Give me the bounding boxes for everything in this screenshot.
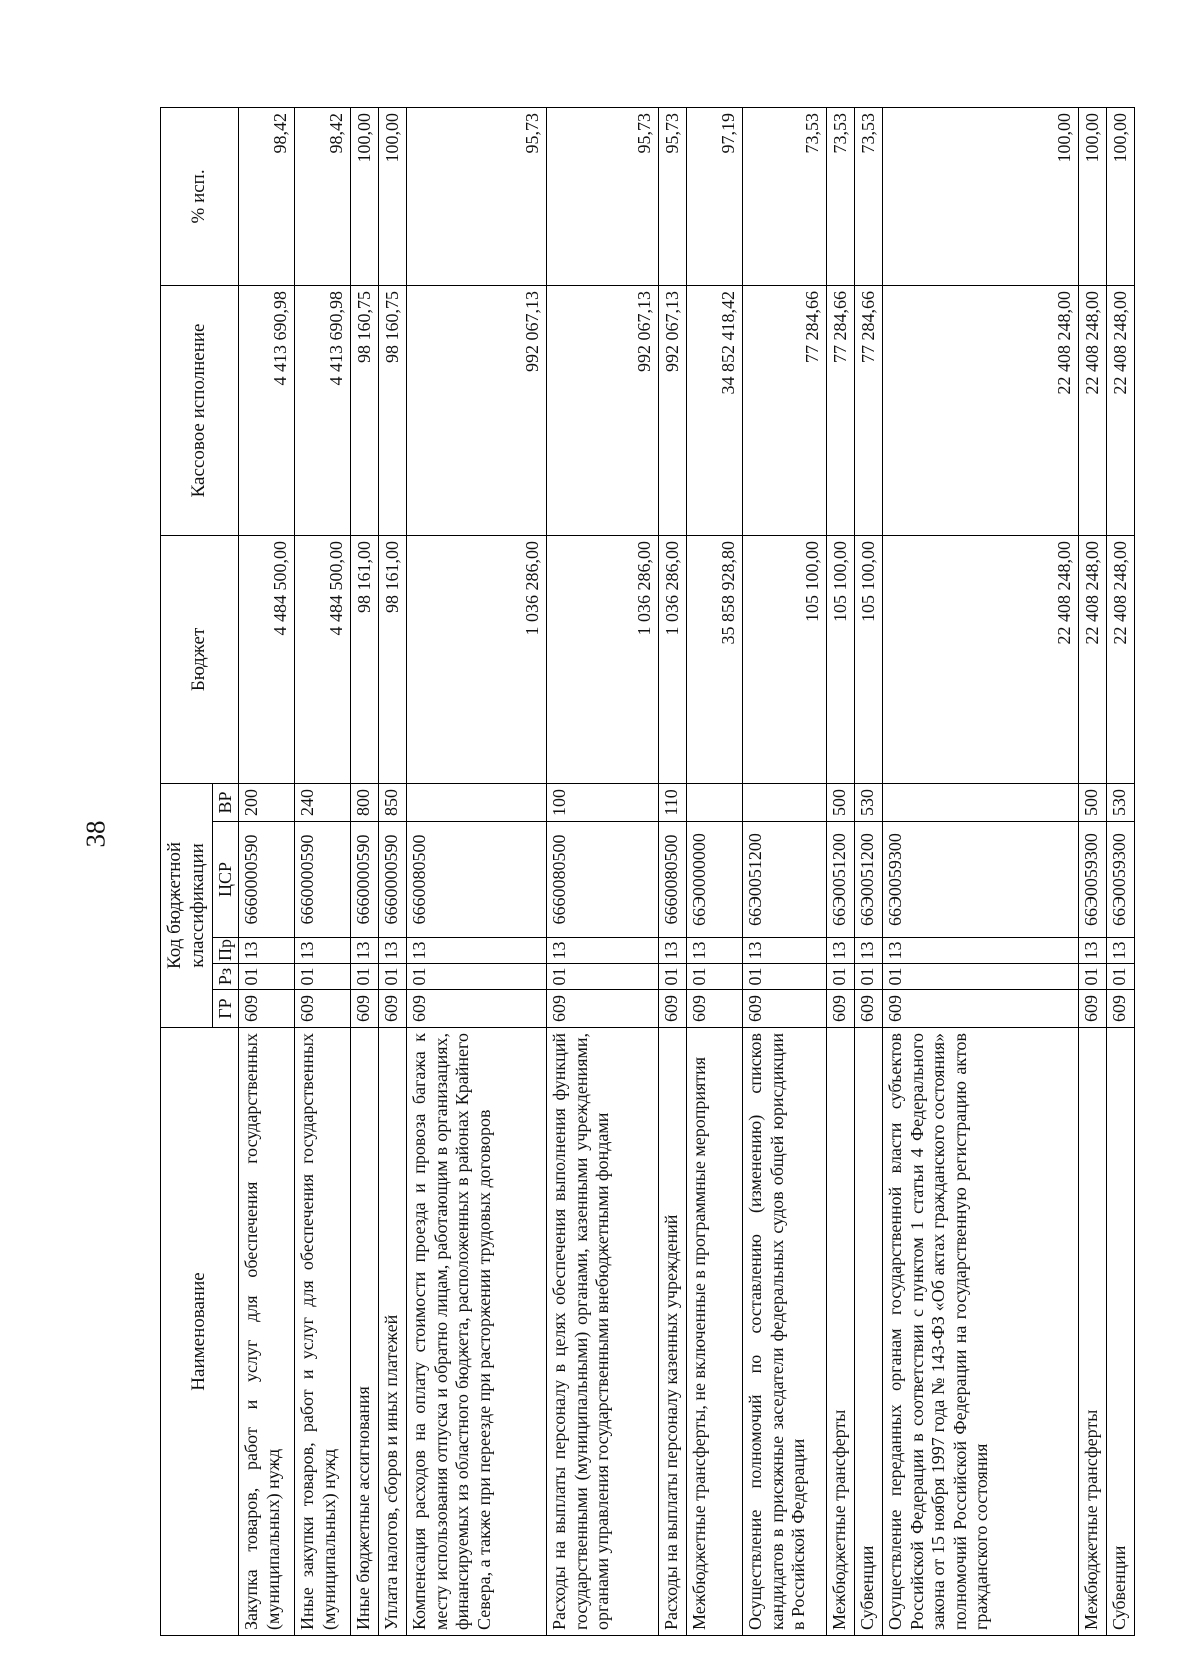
row-gr: 609 — [743, 990, 827, 1028]
row-name: Субвенции — [855, 1028, 883, 1636]
row-rz: 01 — [855, 964, 883, 990]
row-rz: 01 — [743, 964, 827, 990]
row-budget: 35 858 928,80 — [687, 535, 743, 783]
row-budget: 22 408 248,00 — [883, 535, 1079, 783]
table-row — [659, 107, 687, 1635]
row-csr: 6660000590 — [295, 822, 351, 938]
row-name: Субвенции — [1107, 1028, 1135, 1636]
row-name: Иные закупки товаров, работ и услуг для обеспечения государственных (муниципальных) нужд — [295, 1028, 351, 1636]
row-name: Межбюджетные трансферты — [827, 1028, 855, 1636]
row-pr: 13 — [407, 938, 547, 964]
row-name: Межбюджетные трансферты — [1079, 1028, 1107, 1636]
row-gr: 609 — [883, 990, 1079, 1028]
row-pr: 13 — [1107, 938, 1135, 964]
header-code-group: Код бюджетной классификации — [161, 783, 213, 1027]
row-budget: 1 036 286,00 — [659, 535, 687, 783]
row-rz: 01 — [1107, 964, 1135, 990]
row-vr — [687, 783, 743, 821]
page-number: 38 — [80, 820, 111, 848]
header-pct: % исп. — [161, 107, 239, 285]
row-cash: 77 284,66 — [855, 285, 883, 535]
row-rz: 01 — [827, 964, 855, 990]
row-csr: 66Э0000000 — [687, 822, 743, 938]
row-vr: 500 — [827, 783, 855, 821]
row-vr: 200 — [239, 783, 295, 821]
row-cash: 22 408 248,00 — [1107, 285, 1135, 535]
row-name: Закупка товаров, работ и услуг для обеспечения государственных (муниципальных) нужд — [239, 1028, 295, 1636]
row-csr: 6660080500 — [659, 822, 687, 938]
row-name: Осуществление переданных органам государственной власти субъектов Российской Федерации в соответствии с пунктом 1 статьи 4 Федерального закона от 15 ноября 1997 года № 143-ФЗ «Об актах гражданского состояния» полномочий Российской Федерации на государственную регистрацию актов гражданского состояния — [883, 1028, 1079, 1636]
row-pr: 13 — [379, 938, 407, 964]
row-pct: 100,00 — [1079, 107, 1107, 285]
row-vr: 110 — [659, 783, 687, 821]
header-cash: Кассовое исполнение — [161, 285, 239, 535]
row-cash: 77 284,66 — [827, 285, 855, 535]
row-budget: 4 484 500,00 — [295, 535, 351, 783]
row-gr: 609 — [1079, 990, 1107, 1028]
table-row — [351, 107, 379, 1635]
row-gr: 609 — [659, 990, 687, 1028]
row-cash: 4 413 690,98 — [239, 285, 295, 535]
header-vr: ВР — [213, 783, 239, 821]
header-gr: ГР — [213, 990, 239, 1028]
table-body — [239, 107, 1135, 1635]
row-budget: 22 408 248,00 — [1079, 535, 1107, 783]
row-gr: 609 — [407, 990, 547, 1028]
row-budget: 98 161,00 — [379, 535, 407, 783]
row-gr: 609 — [687, 990, 743, 1028]
header-rz: Рз — [213, 964, 239, 990]
row-pr: 13 — [743, 938, 827, 964]
table-row — [1079, 107, 1107, 1635]
row-rz: 01 — [379, 964, 407, 990]
row-pr: 13 — [351, 938, 379, 964]
table-row — [883, 107, 1079, 1635]
row-budget: 98 161,00 — [351, 535, 379, 783]
row-csr: 66Э0059300 — [1107, 822, 1135, 938]
row-gr: 609 — [295, 990, 351, 1028]
row-budget: 1 036 286,00 — [547, 535, 659, 783]
header-pr: Пр — [213, 938, 239, 964]
budget-table — [160, 107, 1135, 1636]
row-csr: 6660000590 — [239, 822, 295, 938]
row-vr: 530 — [1107, 783, 1135, 821]
row-cash: 4 413 690,98 — [295, 285, 351, 535]
row-rz: 01 — [1079, 964, 1107, 990]
row-cash: 98 160,75 — [379, 285, 407, 535]
row-gr: 609 — [1107, 990, 1135, 1028]
row-rz: 01 — [295, 964, 351, 990]
row-gr: 609 — [379, 990, 407, 1028]
row-vr: 800 — [351, 783, 379, 821]
row-pct: 73,53 — [827, 107, 855, 285]
table-row — [295, 107, 351, 1635]
row-vr — [407, 783, 547, 821]
row-name: Осуществление полномочий по составлению (изменению) списков кандидатов в присяжные заседатели федеральных судов общей юрисдикции в Российской Федерации — [743, 1028, 827, 1636]
row-gr: 609 — [827, 990, 855, 1028]
table-row — [407, 107, 547, 1635]
row-csr: 6660080500 — [407, 822, 547, 938]
row-budget: 22 408 248,00 — [1107, 535, 1135, 783]
table-header — [161, 107, 239, 1635]
row-rz: 01 — [883, 964, 1079, 990]
row-csr: 6660000590 — [351, 822, 379, 938]
row-pct: 97,19 — [687, 107, 743, 285]
row-cash: 992 067,13 — [659, 285, 687, 535]
row-budget: 4 484 500,00 — [239, 535, 295, 783]
row-pct: 100,00 — [883, 107, 1079, 285]
row-pr: 13 — [659, 938, 687, 964]
row-name: Межбюджетные трансферты, не включенные в программные мероприятия — [687, 1028, 743, 1636]
row-pct: 95,73 — [407, 107, 547, 285]
table-row — [827, 107, 855, 1635]
row-cash: 22 408 248,00 — [883, 285, 1079, 535]
row-budget: 105 100,00 — [855, 535, 883, 783]
table-row — [855, 107, 883, 1635]
row-gr: 609 — [239, 990, 295, 1028]
row-name: Расходы на выплаты персоналу казенных учреждений — [659, 1028, 687, 1636]
row-pct: 98,42 — [239, 107, 295, 285]
row-cash: 98 160,75 — [351, 285, 379, 535]
row-vr — [743, 783, 827, 821]
row-pct: 100,00 — [379, 107, 407, 285]
row-pr: 13 — [547, 938, 659, 964]
row-pct: 95,73 — [547, 107, 659, 285]
row-vr: 500 — [1079, 783, 1107, 821]
row-cash: 77 284,66 — [743, 285, 827, 535]
row-gr: 609 — [855, 990, 883, 1028]
row-csr: 66Э0059300 — [883, 822, 1079, 938]
row-cash: 992 067,13 — [407, 285, 547, 535]
row-name: Расходы на выплаты персоналу в целях обеспечения выполнения функций государственными (муниципальными) органами, казенными учреждениями, органами управления государственными внебюджетными фондами — [547, 1028, 659, 1636]
row-pct: 100,00 — [351, 107, 379, 285]
row-pct: 73,53 — [743, 107, 827, 285]
row-rz: 01 — [547, 964, 659, 990]
row-rz: 01 — [687, 964, 743, 990]
row-gr: 609 — [547, 990, 659, 1028]
table-row — [1107, 107, 1135, 1635]
row-pr: 13 — [827, 938, 855, 964]
row-pct: 73,53 — [855, 107, 883, 285]
header-name: Наименование — [161, 1028, 239, 1636]
row-pct: 95,73 — [659, 107, 687, 285]
row-pct: 98,42 — [295, 107, 351, 285]
row-rz: 01 — [351, 964, 379, 990]
row-pr: 13 — [239, 938, 295, 964]
table-row — [547, 107, 659, 1635]
table-row — [379, 107, 407, 1635]
header-csr: ЦСР — [213, 822, 239, 938]
row-cash: 34 852 418,42 — [687, 285, 743, 535]
row-budget: 105 100,00 — [827, 535, 855, 783]
budget-table-container — [160, 108, 1131, 1636]
table-row — [239, 107, 295, 1635]
row-vr — [883, 783, 1079, 821]
table-row — [743, 107, 827, 1635]
row-csr: 6660000590 — [379, 822, 407, 938]
row-csr: 66Э0051200 — [827, 822, 855, 938]
row-vr: 530 — [855, 783, 883, 821]
row-csr: 66Э0051200 — [743, 822, 827, 938]
row-pr: 13 — [295, 938, 351, 964]
row-csr: 66Э0051200 — [855, 822, 883, 938]
row-pct: 100,00 — [1107, 107, 1135, 285]
row-budget: 1 036 286,00 — [407, 535, 547, 783]
row-budget: 105 100,00 — [743, 535, 827, 783]
row-csr: 66Э0059300 — [1079, 822, 1107, 938]
row-vr: 850 — [379, 783, 407, 821]
row-pr: 13 — [855, 938, 883, 964]
row-vr: 100 — [547, 783, 659, 821]
row-name: Уплата налогов, сборов и иных платежей — [379, 1028, 407, 1636]
row-name: Иные бюджетные ассигнования — [351, 1028, 379, 1636]
row-pr: 13 — [1079, 938, 1107, 964]
row-pr: 13 — [883, 938, 1079, 964]
row-rz: 01 — [407, 964, 547, 990]
row-cash: 992 067,13 — [547, 285, 659, 535]
row-rz: 01 — [659, 964, 687, 990]
row-csr: 6660080500 — [547, 822, 659, 938]
row-gr: 609 — [351, 990, 379, 1028]
row-vr: 240 — [295, 783, 351, 821]
row-name: Компенсация расходов на оплату стоимости проезда и провоза багажа к месту использования отпуска и обратно лицам, работающим в организациях, финансируемых из областного бюджета, расположенных в районах Крайнего Севера, а также при переезде при расторжении трудовых договоров — [407, 1028, 547, 1636]
row-cash: 22 408 248,00 — [1079, 285, 1107, 535]
table-row — [687, 107, 743, 1635]
header-budget: Бюджет — [161, 535, 239, 783]
row-rz: 01 — [239, 964, 295, 990]
row-pr: 13 — [687, 938, 743, 964]
